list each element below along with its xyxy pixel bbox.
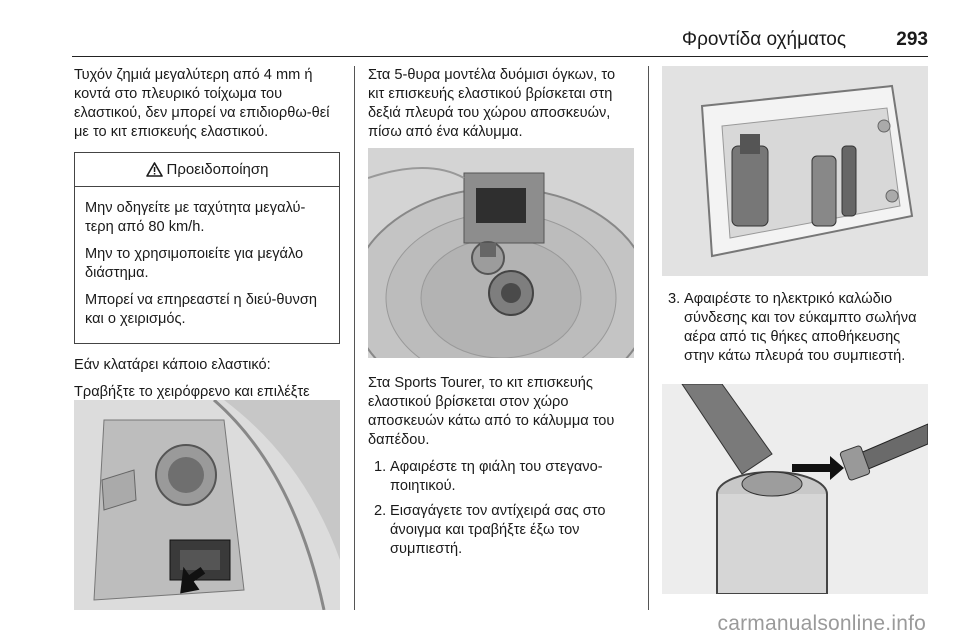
page-header [72, 26, 928, 58]
steps-list [368, 458, 634, 559]
warning-line: Μπορεί να επηρεαστεί η διεύ-θυνση και ο χειρισμός. [85, 292, 317, 327]
hose-connection-illustration [662, 384, 928, 594]
flat-tyre-paragraph: Εάν κλατάρει κάποιο ελαστικό: [74, 357, 271, 373]
handbrake-paragraph: Τραβήξτε το χειρόφρενο και επιλέξτε [74, 384, 310, 400]
list-item [662, 290, 928, 366]
compressor-tray-illustration [662, 66, 928, 276]
list-item [368, 502, 634, 559]
column-divider [648, 66, 649, 610]
hatchback-location-paragraph: Στα 5-θυρα μοντέλα δυόμισι όγκων, το κιτ επισκευής ελαστικού βρίσκεται στη δεξιά πλευρά του χώρου αποσκευών, πίσω από ένα κάλυμμα. [368, 67, 616, 140]
warning-line: Μην οδηγείτε με ταχύτητα μεγαλύ-τερη από 80 km/h. [85, 200, 306, 235]
header-rule [72, 56, 928, 57]
intro-paragraph: Τυχόν ζημιά μεγαλύτερη από 4 mm ή κοντά στο πλευρικό τοίχωμα του ελαστικού, δεν μπορεί να επιδιορθω-θεί με το κιτ επισκευής ελαστικού. [74, 67, 330, 140]
column-middle [368, 66, 634, 150]
column-divider [354, 66, 355, 610]
step-number: 2. [374, 503, 387, 519]
column-right [662, 290, 928, 372]
page-number: 293 [896, 29, 928, 50]
warning-body [75, 187, 339, 343]
column-middle-lower [368, 374, 634, 565]
steps-list [662, 290, 928, 366]
column-left [74, 66, 340, 429]
sports-tourer-paragraph: Στα Sports Tourer, το κιτ επισκευής ελαστικού βρίσκεται στον χώρο αποσκευών κάτω από το κάλυμμα του δαπέδου. [368, 375, 615, 448]
warning-triangle-icon [146, 162, 163, 177]
step-number: 1. [374, 459, 387, 475]
step-text: Αφαιρέστε το ηλεκτρικό καλώδιο σύνδεσης και τον εύκαμπτο σωλήνα αέρα από τις θήκες αποθήκευσης στην κάτω πλευρά του συμπιεστή. [684, 291, 917, 364]
trunk-side-compartment-illustration [74, 400, 340, 610]
list-item [368, 458, 634, 496]
warning-header [75, 153, 339, 187]
watermark: carmanualsonline.info [717, 612, 926, 635]
step-number: 3. [668, 291, 681, 307]
warning-title: Προειδοποίηση [166, 161, 269, 178]
step-text: Αφαιρέστε τη φιάλη του στεγανο-ποιητικού. [390, 459, 603, 494]
spare-wheel-well-illustration [368, 148, 634, 358]
chapter-title: Φροντίδα οχήματος [681, 29, 846, 50]
warning-box [74, 152, 340, 344]
warning-line: Μην το χρησιμοποιείτε για μεγάλο διάστημα. [85, 246, 304, 281]
step-text: Εισαγάγετε τον αντίχειρά σας στο άνοιγμα και τραβήξτε έξω τον συμπιεστή. [390, 503, 606, 557]
